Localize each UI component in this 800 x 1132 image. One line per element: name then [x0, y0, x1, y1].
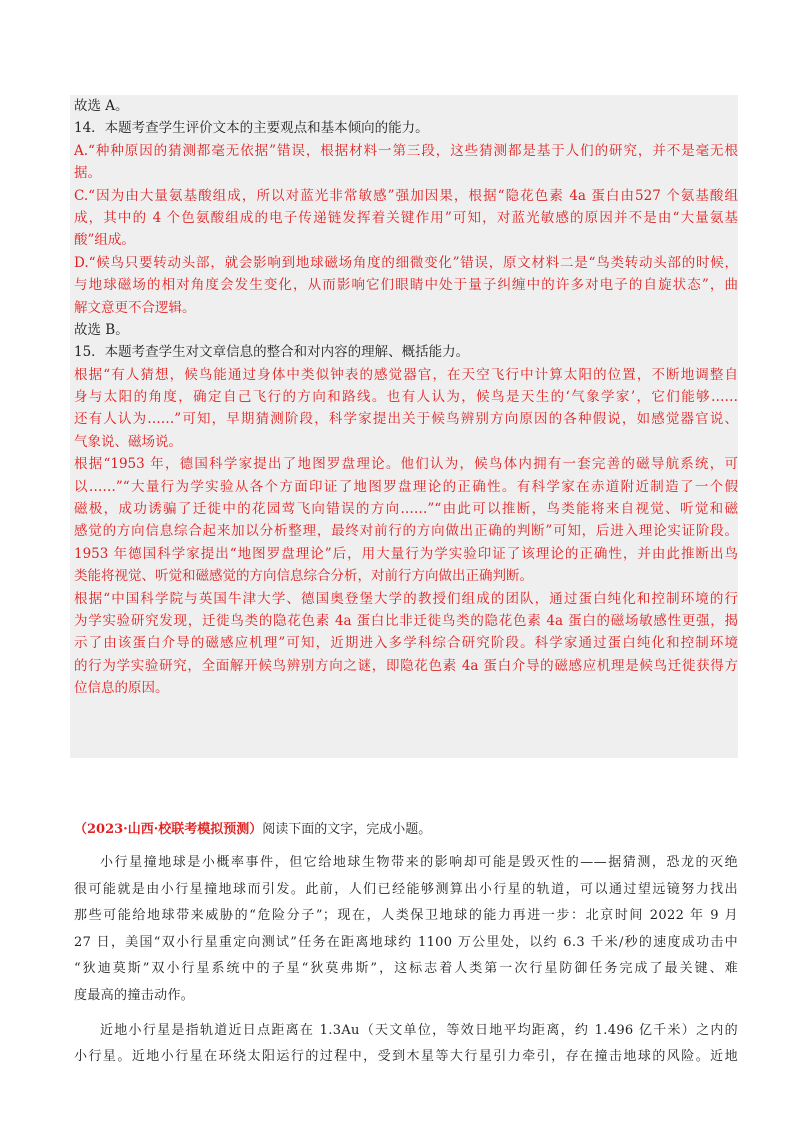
answer-line: A.“种种原因的猜测都毫无依据”错误，根据材料一第三段，这些猜测都是基于人们的研究，并不是毫无根 — [74, 142, 738, 159]
question-source: （2023·山西·校联考模拟预测） — [74, 822, 263, 837]
answer-line: 以……”“大量行为学实验从各个方面印证了地图罗盘理论的正确性。有科学家在赤道附近制造了一个假 — [74, 478, 738, 495]
answer-line: 14．本题考查学生评价文本的主要观点和基本倾向的能力。 — [74, 120, 429, 137]
passage-line: “狄迪莫斯”双小行星系统中的子星“狄莫弗斯”，这标志着人类第一次行星防御任务完成了最关键、难 — [74, 961, 738, 977]
answer-line: 示了由该蛋白介导的磁感应机理”可知，近期进入多学科综合研究阶段。科学家通过蛋白纯化和控制环境 — [74, 635, 738, 652]
passage-line: 很可能就是由小行星撞地球而引发。此前，人们已经能够测算出小行星的轨道，可以通过望远镜努力找出 — [74, 881, 738, 897]
answer-line: 1953 年德国科学家提出“地图罗盘理论”后，用大量行为学实验印证了该理论的正确性，并由此推断出鸟 — [74, 545, 738, 562]
reading-passage — [74, 818, 738, 1071]
answer-line: 气象说、磁场说。 — [74, 433, 182, 450]
answer-line: 位信息的原因。 — [74, 680, 169, 697]
answer-line: C.“因为由大量氨基酸组成，所以对蓝光非常敏感”强加因果，根据“隐花色素 4a 蛋白由527 个氨基酸组 — [74, 187, 738, 204]
answer-line: 成，其中的 4 个色氨酸组成的电子传递链发挥着关键作用”可知，对蓝光敏感的原因并不是由“大量氨基 — [74, 209, 738, 226]
answer-line: 故选 B。 — [74, 321, 129, 338]
answer-line: D.“候鸟只要转动头部，就会影响到地球磁场角度的细微变化”错误，原文材料二是“鸟类转动头部的时候， — [74, 254, 738, 271]
passage-line: 小行星。近地小行星在环绕太阳运行的过程中，受到木星等大行星引力牵引，存在撞击地球的风险。近地 — [74, 1049, 738, 1065]
answer-line: 为学实验研究发现，迁徙鸟类的隐花色素 4a 蛋白比非迁徙鸟类的隐花色素 4a 蛋白的磁场敏感性更强，揭 — [74, 612, 738, 629]
passage-line: 那些可能给地球带来威胁的“危险分子”；现在，人类保卫地球的能力再进一步：北京时间 2022 年 9 月 — [74, 908, 738, 924]
passage-line: 度最高的撞击动作。 — [74, 987, 195, 1003]
answer-line: 类能将视觉、听觉和磁感觉的方向信息综合分析，对前行方向做出正确判断。 — [74, 568, 533, 585]
answer-line: 与地球磁场的相对角度会发生变化，从而影响它们眼睛中处于量子纠缠中的许多对电子的自旋状态”，曲 — [74, 277, 738, 294]
answer-line: 的行为学实验研究，全面解开候鸟辨别方向之谜，即隐花色素 4a 蛋白介导的磁感应机理是候鸟迁徙获得方 — [74, 657, 738, 674]
answer-line: 根据“有人猜想，候鸟能通过身体中类似钟表的感觉器官，在天空飞行中计算太阳的位置，不断地调整自 — [74, 366, 738, 383]
passage-line: 小行星撞地球是小概率事件，但它给地球生物带来的影响却可能是毁灭性的——据猜测，恐龙的灭绝 — [100, 855, 738, 870]
answer-line: 15．本题考查学生对文章信息的整合和对内容的理解、概括能力。 — [74, 344, 470, 361]
answer-line: 还有人认为……”可知，早期猜测阶段，科学家提出关于候鸟辨别方向原因的各种假说，如感觉器官说、 — [74, 411, 738, 428]
answer-line: 根据“1953 年，德国科学家提出了地图罗盘理论。他们认为，候鸟体内拥有一套完善的磁导航系统，可 — [74, 456, 738, 473]
question-instruction: 阅读下面的文字，完成小题。 — [262, 822, 432, 837]
passage-line: 27 日，美国“双小行星重定向测试”任务在距离地球约 1100 万公里处，以约 6.3 千米/秒的速度成功击中 — [74, 934, 738, 950]
answer-line: 据。 — [74, 165, 101, 182]
answer-line: 解文意更不合逻辑。 — [74, 299, 196, 316]
answer-line: 根据“中国科学院与英国牛津大学、德国奥登堡大学的教授们组成的团队，通过蛋白纯化和控制环境的行 — [74, 590, 738, 607]
answer-line: 身与太阳的角度，确定自己飞行的方向和路线。也有人认为，候鸟是天生的‘气象学家’，它们能够…… — [74, 389, 738, 406]
passage-line: 近地小行星是指轨道近日点距离在 1.3Au（天文单位，等效日地平均距离，约 1.496 亿千米）之内的 — [100, 1022, 738, 1038]
answer-line: 酸”组成。 — [74, 232, 135, 249]
answer-explanation — [74, 95, 738, 700]
question-header — [74, 818, 738, 842]
answer-line: 故选 A。 — [74, 98, 129, 114]
answer-line: 感觉的方向信息综合起来加以分析整理，最终对前行的方向做出正确的判断”可知，后进入理论实证阶段。 — [74, 523, 738, 540]
answer-line: 磁极，成功诱骗了迁徙中的花园莺飞向错误的方向……”“由此可以推断，鸟类能将来自视觉、听觉和磁 — [74, 501, 738, 518]
